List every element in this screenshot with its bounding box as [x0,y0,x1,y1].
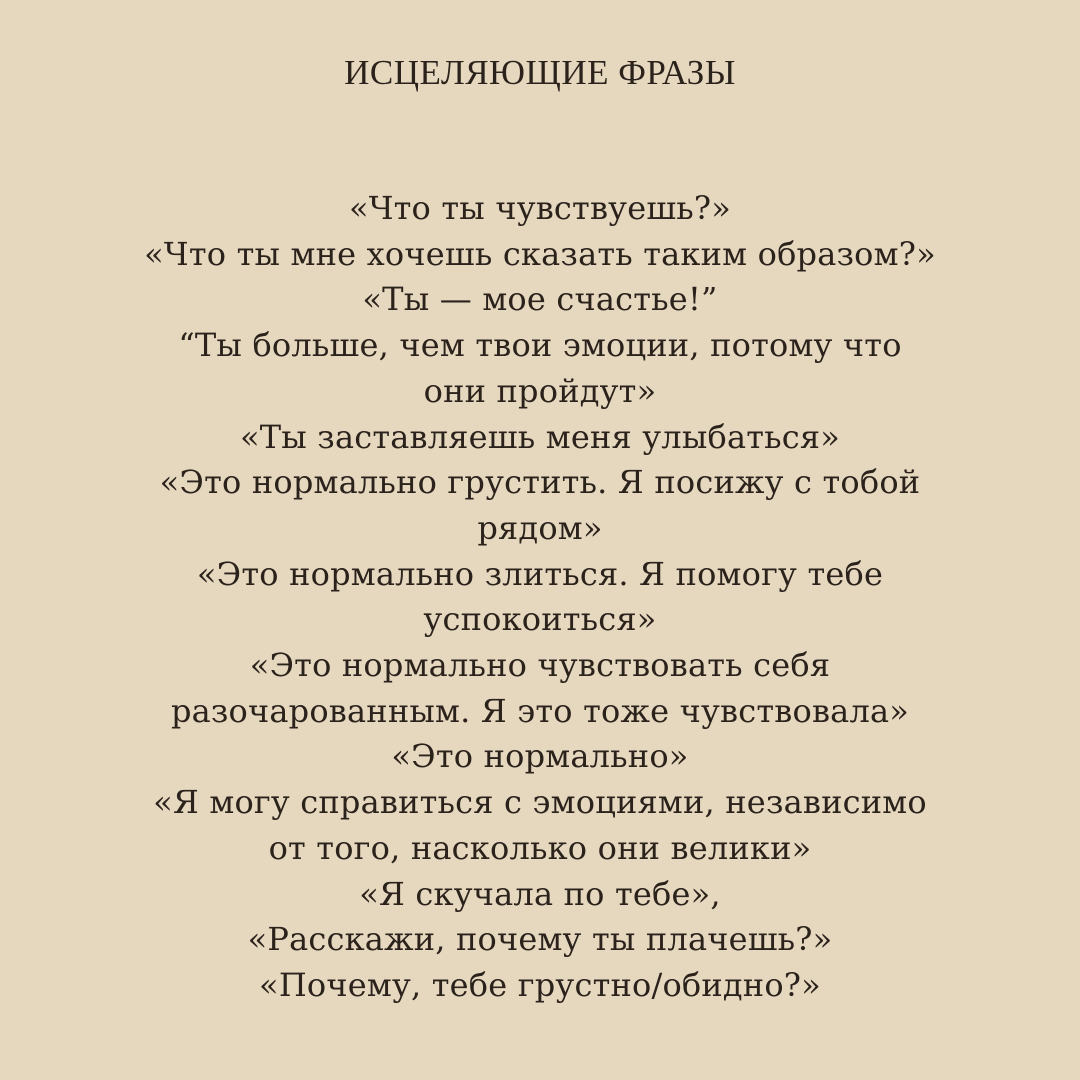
phrase-line: «Расскажи, почему ты плачешь?» [247,920,833,959]
phrase-list [80,186,1000,1009]
phrase-line: «Ты — мое счастье!” [362,280,718,319]
phrase-line: от того, насколько они велики» [268,828,812,867]
phrase-line: «Ты заставляешь меня улыбаться» [239,417,841,456]
phrase-line: рядом» [477,508,603,547]
phrase-line: «Это нормально чувствовать себя [249,646,831,685]
phrase-line: они пройдут» [423,371,657,410]
phrase-line: успокоиться» [423,600,657,639]
phrase-line: «Это нормально грустить. Я посижу с тобой [159,463,921,502]
phrase-line: «Это нормально» [391,737,689,776]
phrase-line: «Это нормально злиться. Я помогу тебе [196,554,884,593]
phrase-line: “Ты больше, чем твои эмоции, потому что [178,326,902,365]
phrase-line: «Я скучала по тебе», [359,874,721,913]
phrase-line: «Я могу справиться с эмоциями, независимо [153,783,927,822]
phrase-line: «Что ты мне хочешь сказать таким образом?» [144,234,936,273]
phrase-line: «Почему, тебе грустно/обидно?» [259,965,821,1004]
page-title: ИСЦЕЛЯЮЩИЕ ФРАЗЫ [344,53,736,92]
phrase-line: «Что ты чувствуешь?» [348,189,732,227]
phrase-line: разочарованным. Я это тоже чувствовала» [170,691,910,730]
